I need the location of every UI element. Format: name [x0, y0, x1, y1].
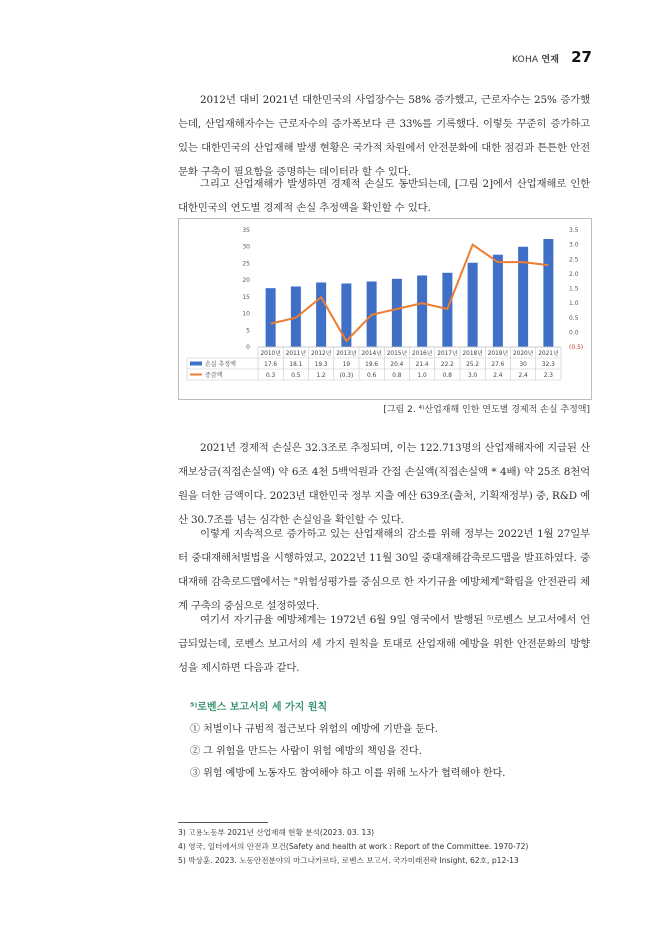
data-label: 22.2	[440, 362, 454, 368]
principle-item: ② 그 위험을 만드는 사람이 위험 예방의 책임을 진다.	[190, 746, 422, 757]
data-label: 20.4	[390, 362, 404, 368]
y-tick-label: 20	[242, 277, 250, 285]
chart-svg	[179, 219, 591, 399]
bar	[493, 255, 503, 347]
x-tick-label: 2017년	[437, 351, 458, 357]
y2-tick-label: 3.5	[569, 227, 579, 234]
y-tick-label: 15	[242, 293, 250, 301]
bar	[266, 288, 276, 347]
y-tick-label: 35	[242, 227, 250, 234]
data-label: 0.8	[442, 373, 452, 379]
x-tick-label: 2012년	[310, 351, 332, 357]
paragraph-4: 이렇게 지속적으로 증가하고 있는 산업재해의 감소를 위해 정부는 2022년 1월 27일부터 중대재해처벌법을 시행하였고, 2022년 11월 30일 중대재해감축로드맵을 발표하였다. 중대재해 감축로드맵에서는 "위험성평가를 중심으로 한 자기규율 예방체계"확립을 안전관리 체계 구축의 중심으로 설정하였다.	[178, 528, 590, 612]
footnote-divider	[178, 822, 268, 823]
data-label: 21.4	[415, 362, 429, 368]
x-tick-label: 2016년	[411, 351, 433, 357]
footnotes	[178, 826, 528, 868]
x-tick-label: 2020년	[512, 351, 534, 357]
data-label: 32.3	[541, 362, 555, 368]
y2-tick-label: 3.0	[569, 241, 579, 249]
data-label: 2.4	[493, 373, 503, 379]
footnote: 4) 영국, 일터에서의 안전과 보건(Safety and health at work : Report of the Committee. 1970-72)	[178, 842, 529, 851]
data-label: 18.1	[289, 362, 303, 368]
data-label: 25.2	[466, 362, 480, 368]
x-tick-label: 2014년	[361, 351, 382, 357]
x-tick-label: 2018년	[462, 351, 483, 357]
y-tick-label: 10	[242, 310, 250, 318]
y2-tick-label: 0.0	[569, 329, 579, 337]
data-label: 17.6	[264, 362, 278, 368]
section-label: KOHA 연재	[512, 55, 560, 65]
y2-tick-label: 2.5	[569, 256, 579, 264]
legend-label: 손실 추정액	[205, 361, 236, 368]
change-line	[271, 245, 549, 342]
y-tick-label: 30	[242, 243, 250, 251]
bar	[392, 279, 402, 347]
bar	[543, 239, 553, 347]
data-label: 19.3	[314, 362, 328, 368]
bar	[417, 275, 427, 347]
data-label: 19	[342, 362, 351, 368]
y-tick-label: 5	[246, 327, 250, 335]
data-label: 1.0	[417, 373, 427, 379]
x-tick-label: 2015년	[386, 351, 408, 357]
paragraph-5: 여기서 자기규율 예방체계는 1972년 6월 9일 영국에서 발행된 ⁵⁾로벤스 보고서에서 언급되었는데, 로벤스 보고서의 세 가지 원칙을 토대로 산업재해 예방을 위한 안전문화의 방향성을 제시하면 다음과 같다.	[178, 614, 590, 674]
x-tick-label: 2019년	[487, 351, 509, 357]
x-tick-label: 2013년	[336, 351, 357, 357]
data-label: 0.5	[291, 373, 301, 379]
footnote: 3) 고용노동부 2021년 산업재해 현황 분석(2023. 03. 13)	[178, 828, 375, 837]
footnote: 5) 박상훈. 2023. 노동안전분야의 마그나카르타, 로벤스 보고서. 국가미래전략 Insight, 62호, p12-13	[178, 856, 519, 865]
x-tick-label: 2010년	[260, 351, 281, 357]
legend-swatch	[190, 362, 202, 366]
paragraph-1: 2012년 대비 2021년 대한민국의 사업장수는 58% 증가했고, 근로자수는 25% 증가했는데, 산업재해자수는 근로자수의 증가폭보다 큰 33%를 기록했다. 이렇듯 꾸준히 증가하고 있는 대한민국의 산업재해 발생 현황은 국가적 차원에서 안전문화에 대한 점검과 튼튼한 안전문화 구축이 필요함을 증명하는 데이터라 할 수 있다.	[178, 94, 590, 178]
loss-chart	[178, 218, 592, 400]
figure-caption: [그림 2. ⁴⁾산업재해 인한 연도별 경제적 손실 추정액]	[383, 405, 590, 415]
data-label: 0.6	[367, 373, 377, 379]
data-label: (0.3)	[339, 373, 354, 379]
y2-tick-label: 2.0	[569, 270, 579, 278]
data-label: 3.0	[468, 373, 478, 379]
y2-tick-label: (0.5)	[569, 344, 584, 351]
y-tick-label: 25	[242, 260, 250, 268]
y2-tick-label: 1.5	[569, 285, 579, 293]
x-tick-label: 2021년	[538, 351, 559, 357]
paragraph-3: 2021년 경제적 손실은 32.3조로 추정되며, 이는 122.713명의 산업재해자에 지급된 산재보상금(직접손실액) 약 6조 4천 5백억원과 간접 손실액(직접손실액 * 4배) 약 25조 8천억원을 더한 금액이다. 2023년 대한민국 정부 지출 예산 639조(출처, 기획재정부) 중, R&D 예산 30.7조를 넘는 심각한 손실임을 확인할 수 있다.	[178, 442, 591, 526]
data-label: 0.3	[266, 373, 276, 379]
data-label: 2.4	[518, 373, 528, 379]
principles-box	[190, 697, 590, 785]
data-label: 30	[519, 362, 527, 368]
principle-item: ① 처벌이나 규범적 접근보다 위험의 예방에 기반을 둔다.	[190, 724, 438, 735]
principles-title: ⁵⁾로벤스 보고서의 세 가지 원칙	[190, 702, 328, 713]
data-label: 19.6	[365, 362, 379, 368]
y2-tick-label: 0.5	[569, 314, 579, 322]
data-label: 1.2	[316, 373, 326, 379]
paragraph-2: 그리고 산업재해가 발생하면 경제적 손실도 동반되는데, [그림 2]에서 산업재해로 인한 대한민국의 연도별 경제적 손실 추정액을 확인할 수 있다.	[178, 178, 590, 214]
legend-label: 증감액	[205, 372, 223, 379]
bar	[468, 263, 478, 347]
y-tick-label: 0	[246, 344, 250, 351]
page-number: 27	[571, 48, 592, 66]
page-header	[512, 48, 592, 66]
data-label: 0.8	[392, 373, 402, 379]
principle-item: ③ 위험 예방에 노동자도 참여해야 하고 이를 위해 노사가 협력해야 한다.	[190, 768, 506, 779]
bar	[316, 282, 326, 347]
data-label: 2.3	[543, 373, 553, 379]
data-label: 27.6	[491, 362, 505, 368]
x-tick-label: 2011년	[285, 351, 307, 357]
y2-tick-label: 1.0	[569, 300, 579, 308]
